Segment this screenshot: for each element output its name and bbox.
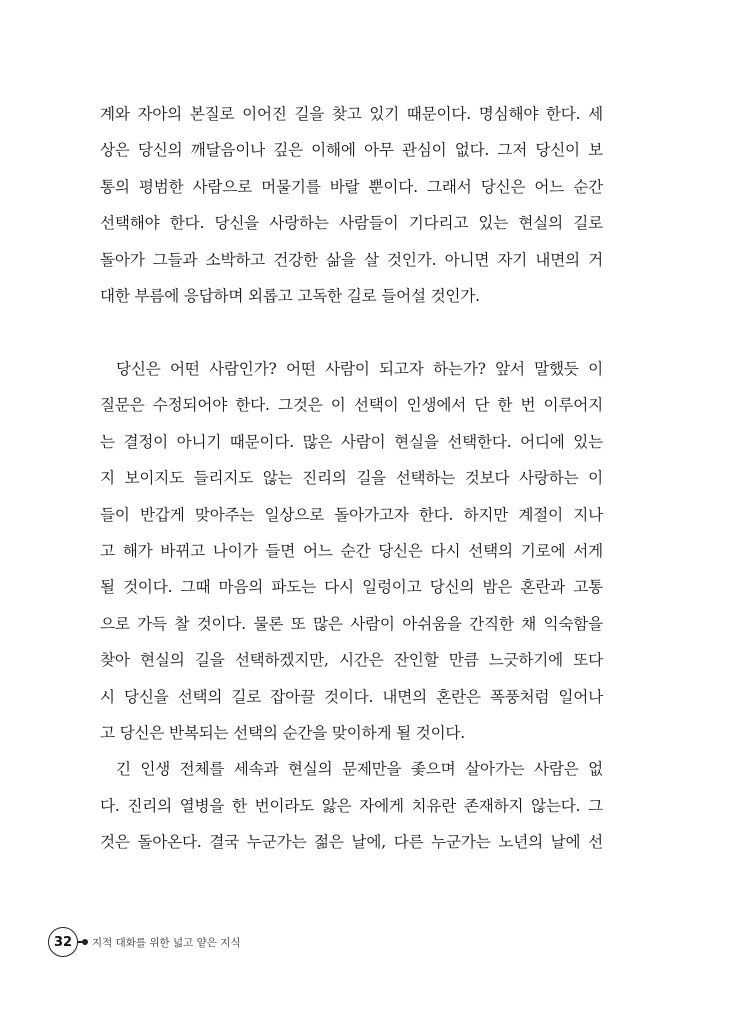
paragraph-group: [100, 351, 603, 860]
text-line: 지 보이지도 들리지도 않는 진리의 길을 선택하는 것보다 사랑하는 이: [100, 469, 603, 488]
text-line: 으로 가득 찰 것이다. 물론 또 많은 사람이 아쉬움을 간직한 채 익숙함을: [100, 614, 603, 633]
text-line: 돌아가 그들과 소박하고 건강한 삶을 살 것인가. 아니면 자기 내면의 거: [100, 250, 603, 269]
page-number: 32: [48, 927, 78, 957]
text-line: 시 당신을 선택의 길로 잡아끌 것이다. 내면의 혼란은 폭풍처럼 일어나: [100, 687, 603, 706]
paragraph-continuation: [100, 96, 603, 314]
text-line: 긴 인생 전체를 세속과 현실의 문제만을 좇으며 살아가는 사람은 없: [116, 760, 603, 779]
text-line: 는 결정이 아니기 때문이다. 많은 사람이 현실을 선택한다. 어디에 있는: [100, 432, 603, 451]
text-line: 찾아 현실의 길을 선택하겠지만, 시간은 잔인할 만큼 느긋하기에 또다: [100, 651, 603, 670]
text-line: 고 해가 바뀌고 나이가 들면 어느 순간 당신은 다시 선택의 기로에 서게: [100, 541, 603, 560]
text-line: 것은 돌아온다. 결국 누군가는 젊은 날에, 다른 누군가는 노년의 날에 선: [100, 833, 603, 852]
running-title: 지적 대화를 위한 넓고 얕은 지식: [92, 936, 241, 949]
text-line: 들이 반갑게 맞아주는 일상으로 돌아가고자 한다. 하지만 계절이 지나: [100, 505, 603, 524]
text-line: 당신은 어떤 사람인가? 어떤 사람이 되고자 하는가? 앞서 말했듯 이: [116, 360, 603, 378]
page-footer: [48, 926, 241, 958]
text-line: 상은 당신의 깨달음이나 깊은 이해에 아무 관심이 없다. 그저 당신이 보: [100, 141, 603, 160]
text-line: 선택해야 한다. 당신을 사랑하는 사람들이 기다리고 있는 현실의 길로: [100, 214, 603, 233]
text-line: 질문은 수정되어야 한다. 그것은 이 선택이 인생에서 단 한 번 이루어지: [100, 396, 603, 415]
text-line: 고 당신은 반복되는 선택의 순간을 맞이하게 될 것이다.: [100, 723, 466, 742]
text-line: 계와 자아의 본질로 이어진 길을 찾고 있기 때문이다. 명심해야 한다. 세: [100, 105, 603, 123]
text-line: 다. 진리의 열병을 한 번이라도 앓은 자에게 치유란 존재하지 않는다. 그: [100, 796, 603, 815]
text-line: 대한 부름에 응답하며 외롭고 고독한 길로 들어설 것인가.: [100, 286, 480, 305]
footer-bullet-icon: [82, 939, 88, 945]
text-line: 될 것이다. 그때 마음의 파도는 다시 일렁이고 당신의 밤은 혼란과 고통: [100, 578, 603, 597]
text-line: 통의 평범한 사람으로 머물기를 바랄 뿐이다. 그래서 당신은 어느 순간: [100, 177, 603, 196]
